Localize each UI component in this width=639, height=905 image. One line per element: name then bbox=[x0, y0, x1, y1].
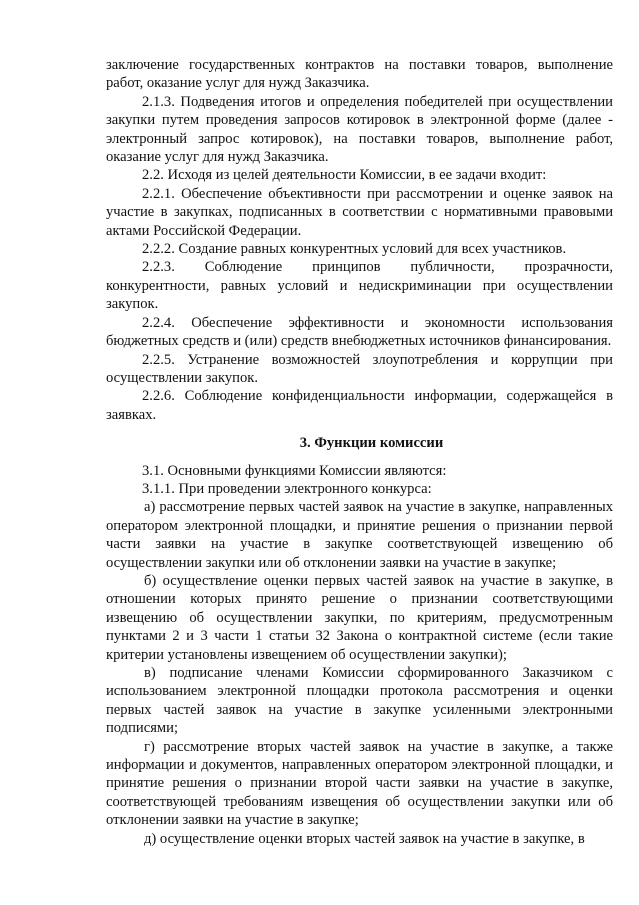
paragraph-3-1-1: 3.1.1. При проведении электронного конкурса: bbox=[142, 480, 432, 497]
paragraph-3-1: 3.1. Основными функциями Комиссии являются: bbox=[142, 462, 447, 479]
list-item-g: г) рассмотрение вторых частей заявок на участие в закупке, а также информации и документов, направленных оператором электронной площадки, и принятие решения о признании второй части заявки на участие в закупке, соответствующей требованиям извещения об осуществлении закупки или об отклонении заявки на участие в закупке; bbox=[106, 738, 613, 829]
paragraph-2-2-4: 2.2.4. Обеспечение эффективности и экономности использования бюджетных средств и (или) средств внебюджетных источников финансирования. bbox=[106, 314, 613, 350]
paragraph-2-2: 2.2. Исходя из целей деятельности Комиссии, в ее задачи входит: bbox=[142, 167, 547, 184]
list-item-a: а) рассмотрение первых частей заявок на участие в закупке, направленных оператором электронной площадки, и принятие решения о признании первой части заявки на участие в закупке соответствующей извещению об осуществлении закупки или об отклонении заявки на участие в закупке; bbox=[106, 499, 613, 571]
document-body bbox=[106, 56, 613, 848]
list-item-b: б) осуществление оценки первых частей заявок на участие в закупке, в отношении которых принято решение о признании соответствующими извещению об осуществлении закупки, по критериям, предусмотренным пунктами 2 и 3 части 1 статьи 32 Закона о контрактной системе (если такие критерии установлены извещением об осуществлении закупки); bbox=[106, 572, 613, 663]
list-item-v: в) подписание членами Комиссии сформированного Заказчиком с использованием электронной площадки протокола рассмотрения и оценки первых частей заявок на участие в закупке усиленными электронными подписями; bbox=[106, 665, 613, 737]
paragraph-2-2-1: 2.2.1. Обеспечение объективности при рассмотрении и оценке заявок на участие в закупках, подписанных в соответствии с нормативными правовыми актами Российской Федерации. bbox=[106, 185, 613, 239]
list-item-d: д) осуществление оценки вторых частей заявок на участие в закупке, в bbox=[144, 830, 585, 847]
paragraph-2-2-2: 2.2.2. Создание равных конкурентных условий для всех участников. bbox=[142, 241, 567, 258]
paragraph-2-1-3: 2.1.3. Подведения итогов и определения победителей при осуществлении закупки путем проведения запросов котировок в электронной форме (далее - электронный запрос котировок), на поставки товаров, выполнение работ, оказание услуг для нужд Заказчика. bbox=[106, 93, 613, 166]
paragraph-2-2-3: 2.2.3. Соблюдение принципов публичности, прозрачности, конкурентности, равных условий и недискриминации при осуществлении закупок. bbox=[106, 259, 613, 313]
paragraph-2-2-6: 2.2.6. Соблюдение конфиденциальности информации, содержащейся в заявках. bbox=[106, 388, 613, 423]
paragraph-contract-continuation: заключение государственных контрактов на поставки товаров, выполнение работ, оказание услуг для нужд Заказчика. bbox=[106, 57, 613, 92]
section-title-functions: 3. Функции комиссии bbox=[299, 435, 444, 452]
paragraph-2-2-5: 2.2.5. Устранение возможностей злоупотребления и коррупции при осуществлении закупок. bbox=[106, 351, 613, 386]
